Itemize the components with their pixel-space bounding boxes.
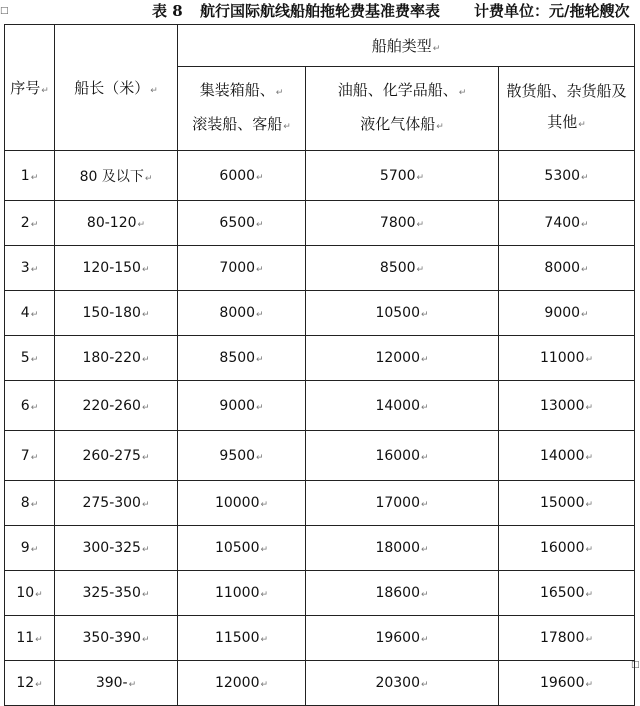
paragraph-mark-icon: ↵ [30,220,39,230]
paragraph-mark-icon: ↵ [141,402,150,413]
paragraph-mark-icon: ↵ [260,500,269,510]
cell-seq: 8↵ [5,481,55,526]
paragraph-mark-icon: ↵ [141,545,150,555]
header-length: 船长（米）↵ [55,25,178,151]
paragraph-mark-icon: ↵ [260,635,269,645]
table-caption [0,0,640,22]
paragraph-mark-icon: ↵ [585,590,594,600]
cell-bulk: 11000↵ [499,336,635,381]
cell-container: 6500↵ [178,201,306,246]
paragraph-mark-icon: ↵ [421,402,429,413]
paragraph-mark-icon: ↵ [256,220,264,230]
cell-bulk: 7400↵ [499,201,635,246]
cell-length: 390-↵ [55,661,178,706]
paragraph-mark-icon: ↵ [35,680,43,690]
cell-bulk: 16500↵ [499,571,635,616]
cell-tanker: 7800↵ [306,201,499,246]
paragraph-mark-icon: ↵ [581,172,589,183]
anchor-mark-icon: □ [631,660,640,670]
paragraph-mark-icon: ↵ [256,265,264,275]
paragraph-mark-icon: ↵ [141,355,150,365]
cell-seq: 9↵ [5,526,55,571]
table-row [5,571,635,616]
cell-seq: 4↵ [5,291,55,336]
cell-bulk: 16000↵ [499,526,635,571]
paragraph-mark-icon: ↵ [421,452,429,463]
paragraph-mark-icon: ↵ [30,500,39,510]
paragraph-mark-icon: ↵ [144,173,153,184]
cell-tanker: 18600↵ [306,571,499,616]
paragraph-mark-icon: ↵ [256,402,264,413]
cell-container: 10500↵ [178,526,306,571]
table-row [5,616,635,661]
cell-bulk: 5300↵ [499,151,635,201]
paragraph-mark-icon: ↵ [260,680,269,690]
cell-seq: 11↵ [5,616,55,661]
cell-tanker: 16000↵ [306,431,499,481]
cell-tanker: 19600↵ [306,616,499,661]
cell-length: 260-275↵ [55,431,178,481]
paragraph-mark-icon: ↵ [141,452,150,463]
cell-length: 350-390↵ [55,616,178,661]
cell-length: 80-120↵ [55,201,178,246]
paragraph-mark-icon: ↵ [585,635,594,645]
cell-bulk: 9000↵ [499,291,635,336]
paragraph-mark-icon: ↵ [421,500,429,510]
paragraph-mark-icon: ↵ [260,590,269,600]
cell-tanker: 14000↵ [306,381,499,431]
paragraph-mark-icon: ↵ [421,590,429,600]
anchor-mark-icon: □ [0,6,9,16]
cell-length: 150-180↵ [55,291,178,336]
paragraph-mark-icon: ↵ [421,355,429,365]
cell-bulk: 15000↵ [499,481,635,526]
paragraph-mark-icon: ↵ [421,310,429,320]
paragraph-mark-icon: ↵ [30,172,39,183]
cell-length: 220-260↵ [55,381,178,431]
tug-fee-table [4,24,635,706]
cell-bulk: 14000↵ [499,431,635,481]
table-title: 航行国际航线船舶拖轮费基准费率表 [200,2,441,20]
paragraph-mark-icon: ↵ [30,545,39,555]
table-row [5,246,635,291]
cell-container: 12000↵ [178,661,306,706]
cell-seq: 2↵ [5,201,55,246]
cell-seq: 10↵ [5,571,55,616]
cell-seq: 5↵ [5,336,55,381]
paragraph-mark-icon: ↵ [581,310,589,320]
paragraph-mark-icon: ↵ [141,310,150,320]
paragraph-mark-icon: ↵ [30,452,39,463]
paragraph-mark-icon: ↵ [585,452,594,463]
table-number: 表 8 [152,2,183,20]
paragraph-mark-icon: ↵ [256,310,264,320]
cell-tanker: 20300↵ [306,661,499,706]
cell-seq: 3↵ [5,246,55,291]
cell-tanker: 18000↵ [306,526,499,571]
paragraph-mark-icon: ↵ [35,635,43,645]
cell-container: 6000↵ [178,151,306,201]
paragraph-mark-icon: ↵ [256,355,264,365]
paragraph-mark-icon: ↵ [581,265,589,275]
paragraph-mark-icon: ↵ [141,265,150,275]
table-row [5,201,635,246]
cell-bulk: 19600↵ [499,661,635,706]
cell-seq: 12↵ [5,661,55,706]
paragraph-mark-icon: ↵ [585,680,594,690]
paragraph-mark-icon: ↵ [585,355,594,365]
paragraph-mark-icon: ↵ [35,590,43,600]
cell-seq: 7↵ [5,431,55,481]
cell-bulk: 8000↵ [499,246,635,291]
paragraph-mark-icon: ↵ [30,402,39,413]
cell-container: 11000↵ [178,571,306,616]
table-row [5,481,635,526]
table-row [5,661,635,706]
cell-container: 9500↵ [178,431,306,481]
paragraph-mark-icon: ↵ [585,500,594,510]
cell-length: 275-300↵ [55,481,178,526]
header-seq: 序号↵ [5,25,55,151]
table-row [5,291,635,336]
paragraph-mark-icon: ↵ [416,172,425,183]
cell-length: 180-220↵ [55,336,178,381]
paragraph-mark-icon: ↵ [421,545,429,555]
cell-tanker: 8500↵ [306,246,499,291]
table-unit: 计费单位：元/拖轮艘次 [474,2,630,20]
header-type-group: 船舶类型↵ [178,25,635,67]
cell-bulk: 13000↵ [499,381,635,431]
header-type-tanker: 油船、化学品船、↵ 液化气体船↵ [306,67,499,151]
cell-tanker: 10500↵ [306,291,499,336]
paragraph-mark-icon: ↵ [421,680,429,690]
paragraph-mark-icon: ↵ [585,402,594,413]
table-row [5,526,635,571]
cell-length: 120-150↵ [55,246,178,291]
table-row [5,336,635,381]
cell-tanker: 12000↵ [306,336,499,381]
header-type-container: 集装箱船、↵ 滚装船、客船↵ [178,67,306,151]
paragraph-mark-icon: ↵ [30,265,39,275]
cell-container: 7000↵ [178,246,306,291]
paragraph-mark-icon: ↵ [141,590,150,600]
cell-seq: 6↵ [5,381,55,431]
cell-length: 325-350↵ [55,571,178,616]
paragraph-mark-icon: ↵ [585,545,594,555]
paragraph-mark-icon: ↵ [30,310,39,320]
header-type-bulk: 散货船、杂货船及 其他↵ [499,67,635,151]
paragraph-mark-icon: ↵ [421,635,429,645]
table-row [5,151,635,201]
cell-container: 10000↵ [178,481,306,526]
cell-tanker: 17000↵ [306,481,499,526]
paragraph-mark-icon: ↵ [141,635,150,645]
paragraph-mark-icon: ↵ [128,680,137,690]
cell-container: 8500↵ [178,336,306,381]
cell-seq: 1↵ [5,151,55,201]
cell-length: 80 及以下↵ [55,151,178,201]
table-row [5,381,635,431]
paragraph-mark-icon: ↵ [137,220,146,230]
cell-bulk: 17800↵ [499,616,635,661]
paragraph-mark-icon: ↵ [30,355,39,365]
cell-container: 8000↵ [178,291,306,336]
table-row [5,431,635,481]
cell-container: 11500↵ [178,616,306,661]
paragraph-mark-icon: ↵ [416,220,425,230]
paragraph-mark-icon: ↵ [416,265,425,275]
cell-container: 9000↵ [178,381,306,431]
cell-length: 300-325↵ [55,526,178,571]
paragraph-mark-icon: ↵ [141,500,150,510]
paragraph-mark-icon: ↵ [260,545,269,555]
paragraph-mark-icon: ↵ [581,220,589,230]
paragraph-mark-icon: ↵ [256,452,264,463]
cell-tanker: 5700↵ [306,151,499,201]
paragraph-mark-icon: ↵ [256,172,264,183]
